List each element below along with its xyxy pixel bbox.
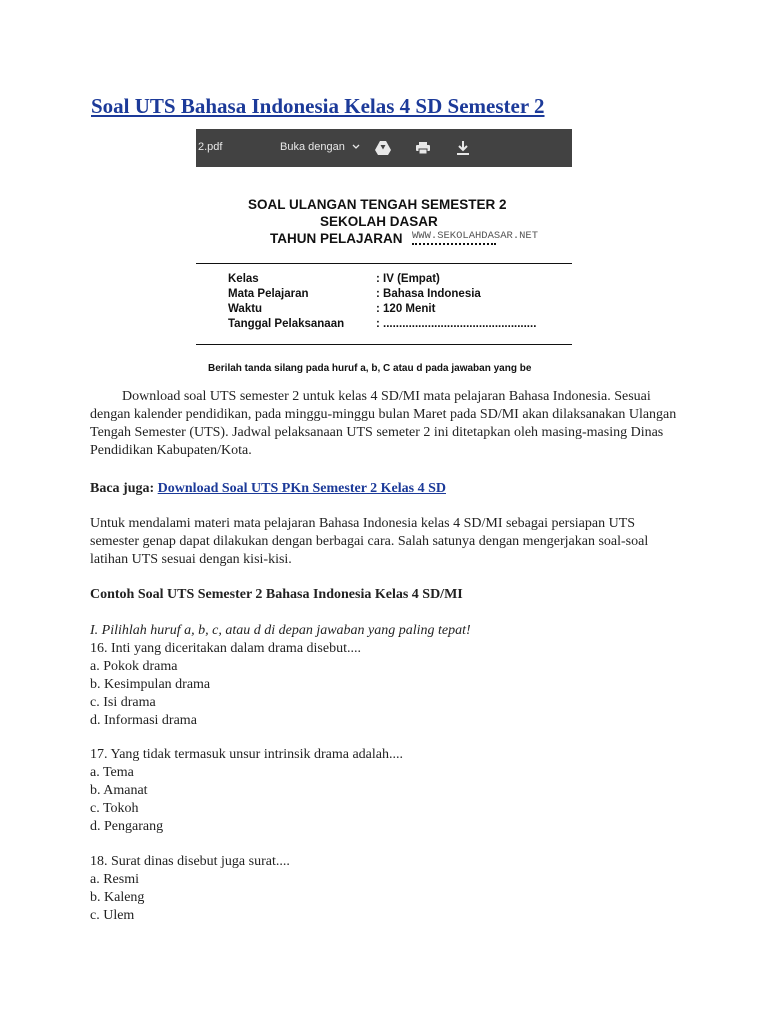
pdf-page — [196, 167, 572, 387]
school-level: SEKOLAH DASAR — [320, 214, 438, 229]
answer-option: b. Kesimpulan drama — [90, 677, 211, 692]
answer-option: c. Ulem — [90, 908, 135, 923]
pdf-toolbar — [196, 129, 572, 167]
answer-option: a. Tema — [90, 765, 134, 780]
chevron-down-icon — [352, 144, 360, 150]
answer-option: a. Resmi — [90, 872, 139, 887]
see-also — [90, 480, 680, 498]
question-18 — [90, 853, 680, 925]
question-17 — [90, 746, 680, 836]
watermark: WWW.SEKOLAHDASAR.NET — [412, 230, 539, 242]
info-value: : Bahasa Indonesia — [376, 288, 481, 300]
info-row-mapel — [228, 288, 568, 303]
question-text: 18. Surat dinas disebut juga surat.... — [90, 854, 290, 869]
divider-top — [196, 263, 572, 264]
info-label: Waktu — [228, 303, 263, 315]
question-text: 16. Inti yang diceritakan dalam drama disebut.... — [90, 641, 361, 656]
page-title[interactable]: Soal UTS Bahasa Indonesia Kelas 4 SD Semester 2 — [91, 94, 545, 118]
download-icon[interactable] — [454, 139, 472, 157]
see-also-label: Baca juga: — [90, 481, 155, 496]
pdf-viewer — [196, 129, 572, 387]
question-text: 17. Yang tidak termasuk unsur intrinsik drama adalah.... — [90, 747, 404, 762]
google-drive-icon[interactable] — [374, 139, 392, 157]
answer-option: c. Tokoh — [90, 801, 139, 816]
divider-bottom — [196, 344, 572, 345]
paragraph-2: Untuk mendalami materi mata pelajaran Bahasa Indonesia kelas 4 SD/MI sebagai persiapan UTS semester genap dapat dilakukan dengan berbagai cara. Salah satunya dengan mengerjakan soal-soal latihan UTS sesuai dengan kisi-kisi. — [90, 516, 649, 567]
intro-paragraph: Download soal UTS semester 2 untuk kelas 4 SD/MI mata pelajaran Bahasa Indonesia. Sesuai dengan kalender pendidikan, pada minggu-minggu bulan Maret pada SD/MI akan dilaksanakan Ulangan Tengah Semester (UTS). Jadwal pelaksanaan UTS semeter 2 ini ditetapkan oleh masing-masing Dinas Pendidikan Kabupaten/Kota. — [90, 389, 677, 458]
pdf-filename: 2.pdf — [198, 141, 223, 153]
info-row-kelas — [228, 273, 568, 288]
print-icon[interactable] — [414, 139, 432, 157]
answer-option: a. Pokok drama — [90, 659, 178, 674]
answer-option: c. Isi drama — [90, 695, 156, 710]
year-blank — [412, 243, 496, 245]
pdf-instruction: Berilah tanda silang pada huruf a, b, C atau d pada jawaban yang be — [208, 363, 532, 374]
info-label: Kelas — [228, 273, 259, 285]
section-heading: Contoh Soal UTS Semester 2 Bahasa Indonesia Kelas 4 SD/MI — [90, 587, 463, 602]
exam-title: SOAL ULANGAN TENGAH SEMESTER 2 — [248, 197, 507, 212]
info-value: : ................................................ — [376, 318, 537, 330]
answer-option: b. Amanat — [90, 783, 148, 798]
instructions: I. Pilihlah huruf a, b, c, atau d di depan jawaban yang paling tepat! — [90, 623, 471, 638]
see-also-link[interactable]: Download Soal UTS PKn Semester 2 Kelas 4 SD — [157, 481, 446, 496]
answer-option: b. Kaleng — [90, 890, 145, 905]
answer-option: d. Informasi drama — [90, 713, 197, 728]
answer-option: d. Pengarang — [90, 819, 164, 834]
info-label: Mata Pelajaran — [228, 288, 309, 300]
info-label: Tanggal Pelaksanaan — [228, 318, 345, 330]
info-row-tanggal — [228, 318, 568, 333]
open-with-button[interactable] — [280, 141, 360, 153]
open-with-label: Buka dengan — [280, 141, 345, 153]
school-year-label: TAHUN PELAJARAN — [270, 231, 403, 246]
info-value: : IV (Empat) — [376, 273, 440, 285]
info-row-waktu — [228, 303, 568, 318]
info-value: : 120 Menit — [376, 303, 436, 315]
question-16 — [90, 640, 680, 730]
